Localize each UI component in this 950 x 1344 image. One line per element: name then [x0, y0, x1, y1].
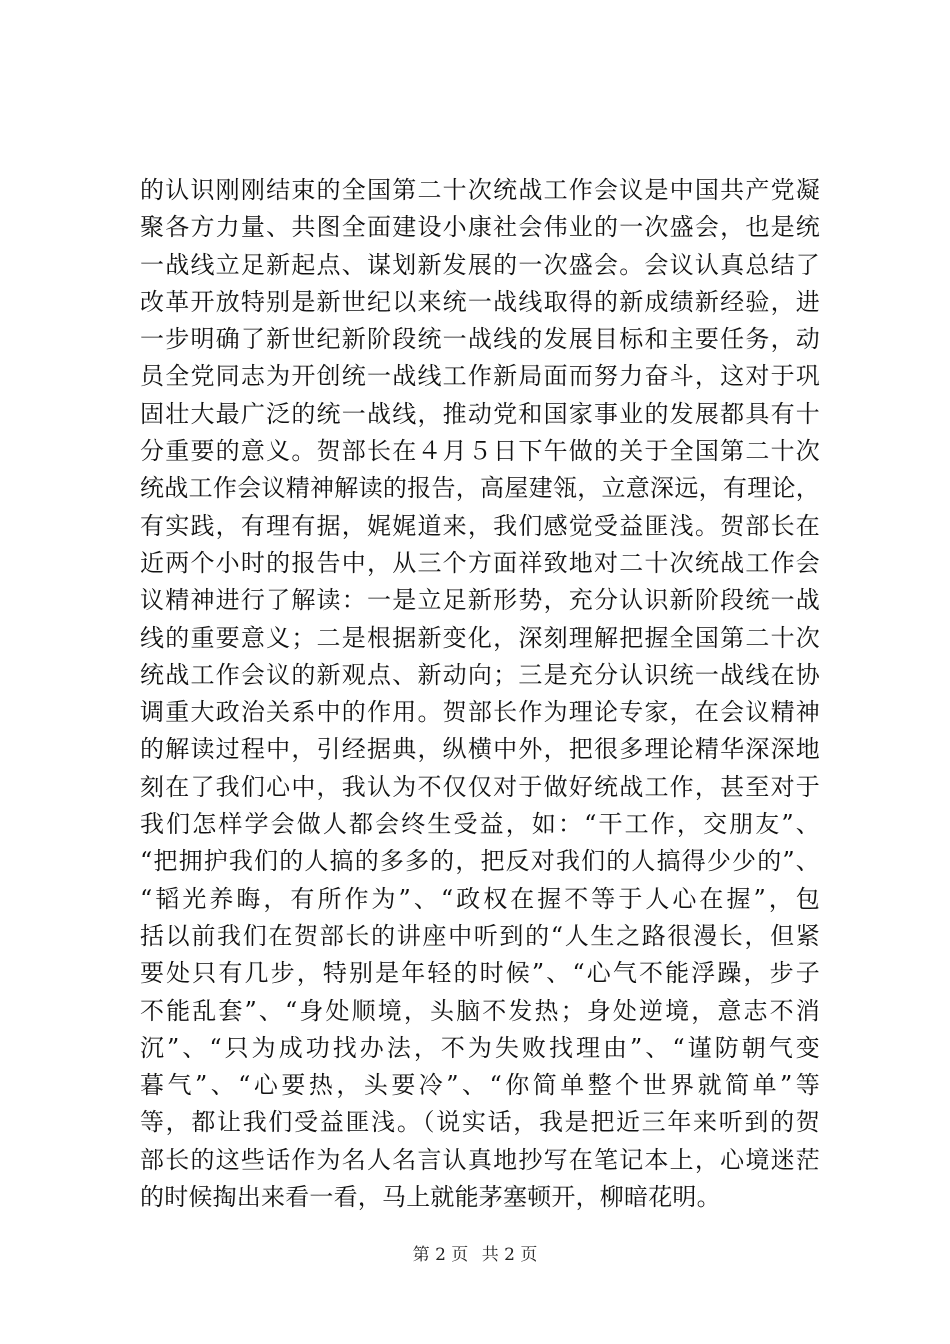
text-line: 的认识刚刚结束的全国第二十次统战工作会议是中国共产党凝: [140, 176, 820, 204]
text-line: 线的重要意义；二是根据新变化，深刻理解把握全国第二十次: [140, 623, 820, 652]
text-line: 员全党同志为开创统一战线工作新局面而努力奋斗，这对于巩: [140, 362, 820, 391]
text-line: 有实践，有理有据，娓娓道来，我们感觉受益匪浅。贺部长在: [140, 511, 820, 540]
text-line: 改革开放特别是新世纪以来统一战线取得的新成绩新经验，进: [140, 287, 820, 316]
text-line: 等，都让我们受益匪浅。（说实话，我是把近三年来听到的贺: [140, 1108, 820, 1137]
body-paragraph: [140, 172, 820, 1216]
page-total: 共 2 页: [481, 1245, 538, 1265]
text-line: 沉”、“只为成功找办法，不为失败找理由”、“谨防朝气变: [140, 1033, 820, 1062]
text-line: 近两个小时的报告中，从三个方面祥致地对二十次统战工作会: [140, 548, 820, 577]
text-line: 调重大政治关系中的作用。贺部长作为理论专家，在会议精神: [140, 698, 820, 727]
page-number: 第 2 页: [412, 1245, 469, 1265]
text-line: 统战工作会议的新观点、新动向；三是充分认识统一战线在协: [140, 660, 820, 689]
text-line: 一战线立足新起点、谋划新发展的一次盛会。会议认真总结了: [140, 250, 820, 279]
text-line: 的时候掏出来看一看，马上就能茅塞顿开，柳暗花明。: [140, 1183, 721, 1212]
text-line: 括以前我们在贺部长的讲座中听到的“人生之路很漫长，但紧: [140, 921, 820, 950]
text-line: 不能乱套”、“身处顺境，头脑不发热；身处逆境，意志不消: [140, 996, 820, 1025]
page-footer: [0, 1243, 950, 1267]
text-line: 一步明确了新世纪新阶段统一战线的发展目标和主要任务，动: [140, 325, 820, 354]
text-line: 的解读过程中，引经据典，纵横中外，把很多理论精华深深地: [140, 735, 820, 764]
text-line: 固壮大最广泛的统一战线，推动党和国家事业的发展都具有十: [140, 399, 820, 428]
text-line: 要处只有几步，特别是年轻的时候”、“心气不能浮躁，步子: [140, 959, 820, 988]
text-line: 议精神进行了解读：一是立足新形势，充分认识新阶段统一战: [140, 586, 820, 615]
text-line: “把拥护我们的人搞的多多的，把反对我们的人搞得少少的”、: [140, 847, 820, 876]
text-line: 我们怎样学会做人都会终生受益，如：“干工作，交朋友”、: [140, 810, 820, 839]
text-line: 刻在了我们心中，我认为不仅仅对于做好统战工作，甚至对于: [140, 772, 820, 801]
text-line: 聚各方力量、共图全面建设小康社会伟业的一次盛会，也是统: [140, 213, 820, 242]
text-line: “韬光养晦，有所作为”、“政权在握不等于人心在握”，包: [140, 884, 820, 913]
text-line: 暮气”、“心要热，头要冷”、“你简单整个世界就简单”等: [140, 1071, 820, 1100]
text-line: 统战工作会议精神解读的报告，高屋建瓴，立意深远，有理论，: [140, 474, 820, 503]
text-line: 分重要的意义。贺部长在４月５日下午做的关于全国第二十次: [140, 437, 820, 466]
text-line: 部长的这些话作为名人名言认真地抄写在笔记本上，心境迷茫: [140, 1145, 820, 1174]
